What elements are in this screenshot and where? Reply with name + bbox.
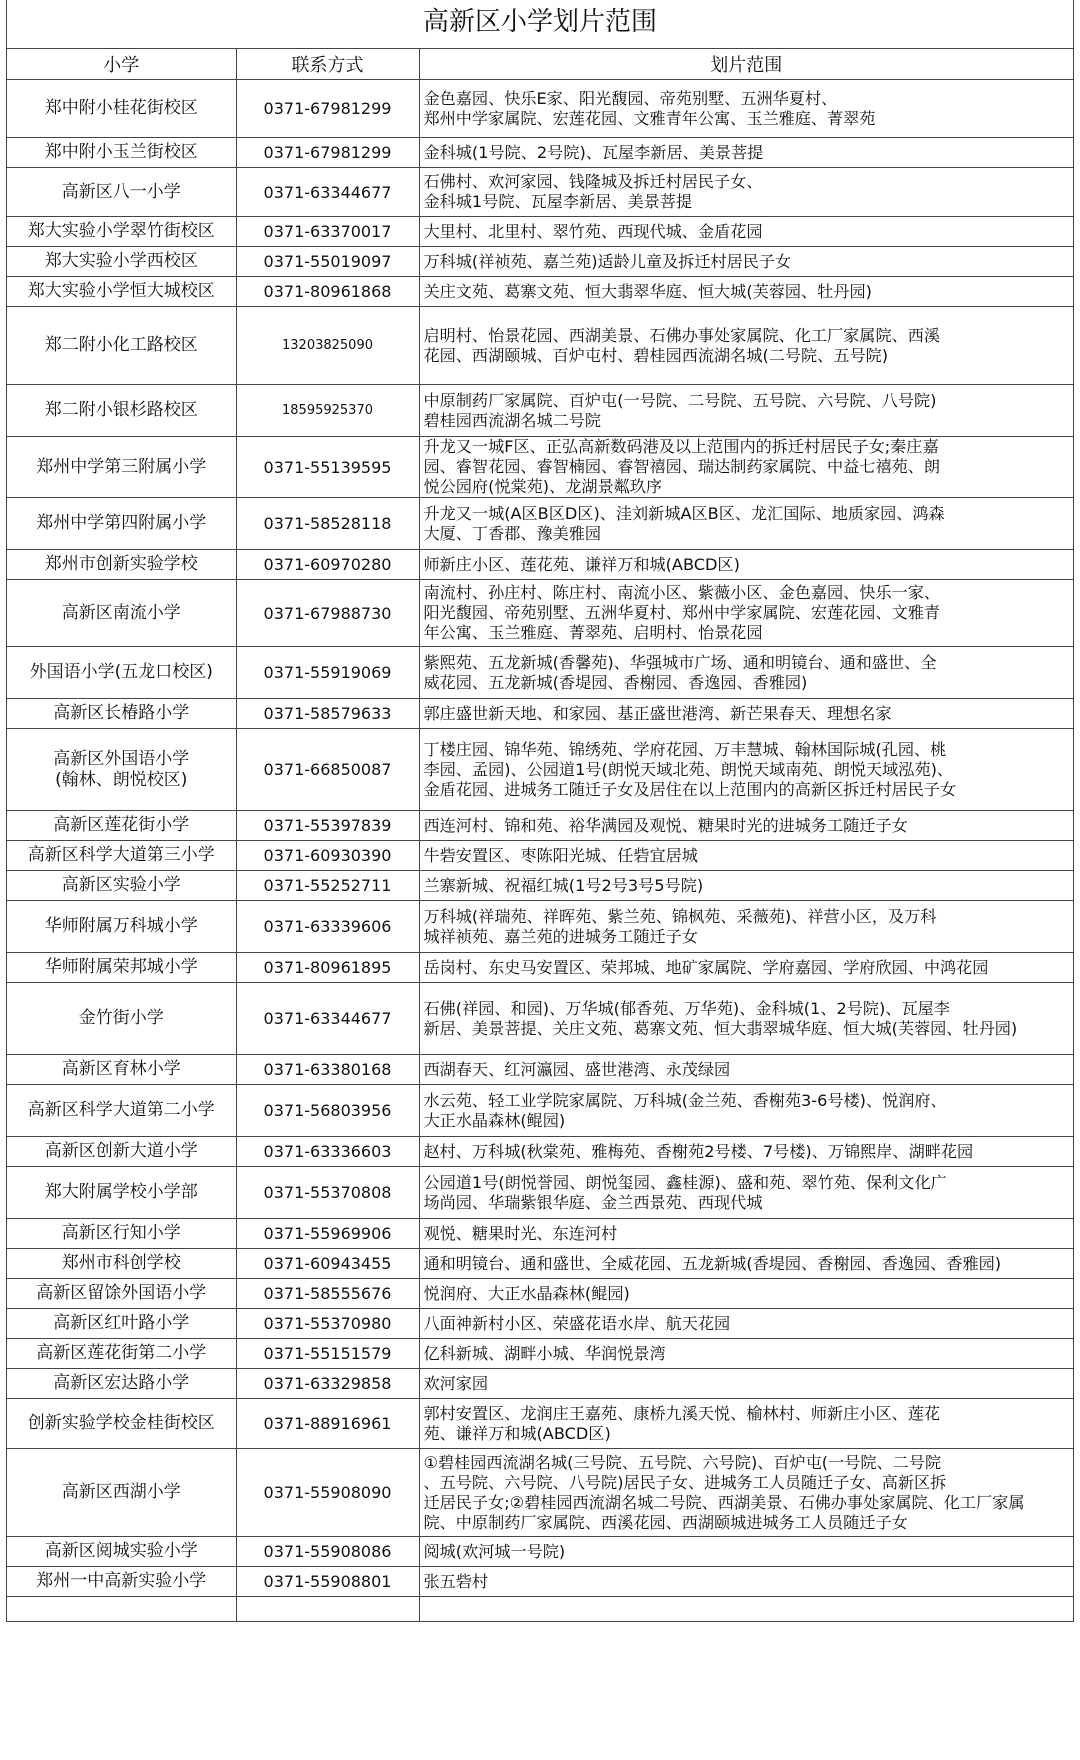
area-line: 中原制药厂家属院、百炉屯(一号院、二号院、五号院、六号院、八号院): [423, 390, 937, 410]
table-row: [7, 647, 1073, 699]
blank-cell: [419, 1597, 1073, 1622]
phone-cell: 0371-66850087: [236, 729, 419, 811]
area-line: 观悦、糖果时光、东连河村: [423, 1223, 618, 1243]
school-name-line: 高新区阅城实验小学: [44, 1541, 198, 1561]
table-row: [7, 168, 1073, 217]
area-line: 迁居民子女;②碧桂园西流湖名城二号院、西湖美景、石佛办事处家属院、化工厂家属: [423, 1492, 1025, 1512]
school-name-line: 高新区行知小学: [61, 1223, 181, 1243]
area-cell: [419, 1279, 1073, 1309]
school-name-line: 高新区留馀外国语小学: [36, 1283, 207, 1303]
area-line: 赵村、万科城(秋棠苑、雅梅苑、香榭苑2号楼、7号楼)、万锦熙岸、湖畔花园: [423, 1141, 974, 1161]
area-line: 八面神新村小区、荣盛花语水岸、航天花园: [423, 1313, 731, 1333]
area-line: 大厦、丁香郡、豫美雅园: [423, 523, 602, 543]
phone-cell: 0371-55370808: [236, 1167, 419, 1219]
table-row: [7, 1219, 1073, 1249]
school-name-line: 高新区实验小学: [61, 875, 181, 895]
blank-row: [7, 1597, 1073, 1622]
phone-cell: 0371-55151579: [236, 1339, 419, 1369]
phone-cell: 0371-80961868: [236, 277, 419, 307]
phone-cell: 0371-63336603: [236, 1137, 419, 1167]
area-line: 李园、孟园)、公园道1号(朗悦天域北苑、朗悦天域南苑、朗悦天域泓苑)、: [423, 759, 954, 779]
area-cell: [419, 277, 1073, 307]
area-line: 丁楼庄园、锦华苑、锦绣苑、学府花园、万丰慧城、翰林国际城(孔园、桃: [423, 739, 947, 759]
school-cell: [7, 1369, 236, 1399]
school-name-line: 高新区创新大道小学: [44, 1141, 198, 1161]
phone-cell: 0371-63344677: [236, 168, 419, 217]
area-line: 石佛村、欢河家园、钱隆城及拆迁村居民子女、: [423, 172, 763, 191]
area-line: 水云苑、轻工业学院家属院、万科城(金兰苑、香榭苑3-6号楼)、悦润府、: [423, 1090, 947, 1110]
school-name-line: 高新区莲花街小学: [53, 815, 190, 835]
area-cell: [419, 385, 1073, 437]
area-line: 紫熙苑、五龙新城(香馨苑)、华强城市广场、通和明镜台、通和盛世、全: [423, 652, 937, 672]
phone-cell: 0371-60943455: [236, 1249, 419, 1279]
table-row: [7, 247, 1073, 277]
school-name-line: 郑中附小桂花街校区: [44, 98, 198, 118]
area-line: 金盾花园、进城务工随迁子女及居住在以上范围内的高新区拆迁村居民子女: [423, 779, 957, 799]
school-cell: [7, 647, 236, 699]
area-line: 通和明镜台、通和盛世、全威花园、五龙新城(香堤园、香榭园、香逸园、香雅园): [423, 1253, 1002, 1273]
area-line: 万科城(祥祯苑、嘉兰苑)适龄儿童及拆迁村居民子女: [423, 251, 792, 271]
blank-cell: [236, 1597, 419, 1622]
school-name-line: 高新区外国语小学: [53, 748, 190, 769]
area-line: 大里村、北里村、翠竹苑、西现代城、金盾花园: [423, 221, 763, 241]
table-row: [7, 1369, 1073, 1399]
table-row: [7, 811, 1073, 841]
school-cell: [7, 1449, 236, 1537]
phone-cell: 0371-58555676: [236, 1279, 419, 1309]
school-cell: [7, 385, 236, 437]
phone-cell: 0371-55908090: [236, 1449, 419, 1537]
school-cell: [7, 1085, 236, 1137]
phone-cell: 0371-67981299: [236, 138, 419, 168]
table-row: [7, 1137, 1073, 1167]
area-line: 启明村、怡景花园、西湖美景、石佛办事处家属院、化工厂家属院、西溪: [423, 325, 941, 345]
school-cell: [7, 841, 236, 871]
district-table: [7, 49, 1073, 1622]
area-line: 岳岗村、东史马安置区、荣邦城、地矿家属院、学府嘉园、学府欣园、中鸿花园: [423, 957, 989, 977]
area-line: 关庄文苑、葛寨文苑、恒大翡翠华庭、恒大城(芙蓉园、牡丹园): [423, 281, 872, 301]
school-name-line: 外国语小学(五龙口校区): [29, 662, 213, 682]
table-row: [7, 1249, 1073, 1279]
area-line: 张五砦村: [423, 1571, 489, 1591]
table-row: [7, 1309, 1073, 1339]
area-line: 升龙又一城F区、正弘高新数码港及以上范围内的拆迁村居民子女;秦庄嘉: [423, 437, 939, 456]
table-row: [7, 1085, 1073, 1137]
table-row: [7, 1279, 1073, 1309]
school-name-line: 高新区育林小学: [61, 1059, 181, 1079]
phone-cell: 0371-55370980: [236, 1309, 419, 1339]
school-cell: [7, 729, 236, 811]
area-line: 欢河家园: [423, 1373, 489, 1393]
area-cell: [419, 1369, 1073, 1399]
table-row: [7, 277, 1073, 307]
header-school: 小学: [7, 49, 236, 80]
table-row: [7, 699, 1073, 729]
area-line: 万科城(祥瑞苑、祥晖苑、紫兰苑、锦枫苑、采薇苑)、祥营小区，及万科: [423, 906, 937, 926]
table-row: [7, 983, 1073, 1055]
area-line: 兰寨新城、祝福红城(1号2号3号5号院): [423, 875, 704, 895]
school-cell: [7, 983, 236, 1055]
area-line: 石佛(祥园、和园)、万华城(郁香苑、万华苑)、金科城(1、2号院)、瓦屋李: [423, 998, 950, 1018]
school-name-line: 郑州市科创学校: [61, 1253, 181, 1273]
area-cell: [419, 871, 1073, 901]
area-cell: [419, 811, 1073, 841]
area-cell: [419, 1567, 1073, 1597]
area-cell: [419, 1055, 1073, 1085]
area-cell: [419, 307, 1073, 385]
table-row: [7, 871, 1073, 901]
area-cell: [419, 580, 1073, 647]
phone-cell: 0371-80961895: [236, 953, 419, 983]
area-cell: [419, 80, 1073, 138]
school-name-line: 华师附属万科城小学: [44, 916, 198, 936]
area-line: 郭村安置区、龙润庄王嘉苑、康桥九溪天悦、榆林村、师新庄小区、莲花: [423, 1403, 941, 1423]
table-row: [7, 1537, 1073, 1567]
school-cell: [7, 699, 236, 729]
school-cell: [7, 307, 236, 385]
area-cell: [419, 1085, 1073, 1137]
phone-cell: 18595925370: [236, 385, 419, 437]
school-cell: [7, 138, 236, 168]
table-body: [7, 80, 1073, 1622]
phone-cell: 0371-63380168: [236, 1055, 419, 1085]
area-line: 金科城(1号院、2号院)、瓦屋李新居、美景菩提: [423, 142, 764, 162]
phone-cell: 0371-55908086: [236, 1537, 419, 1567]
phone-cell: 0371-55908801: [236, 1567, 419, 1597]
school-name-line: 高新区南流小学: [61, 602, 181, 623]
area-line: ①碧桂园西流湖名城(三号院、五号院、六号院)、百炉屯(一号院、二号院: [423, 1452, 942, 1472]
school-cell: [7, 953, 236, 983]
area-cell: [419, 1249, 1073, 1279]
phone-cell: 0371-55019097: [236, 247, 419, 277]
school-cell: [7, 811, 236, 841]
area-cell: [419, 550, 1073, 580]
area-line: 大正水晶森林(鲲园): [423, 1110, 566, 1130]
area-line: 碧桂园西流湖名城二号院: [423, 410, 602, 430]
table-row: [7, 953, 1073, 983]
school-name-line: 高新区八一小学: [61, 181, 181, 202]
area-line: 师新庄小区、莲花苑、谦祥万和城(ABCD区): [423, 554, 740, 574]
school-name-line: 高新区宏达路小学: [53, 1373, 190, 1393]
school-name-line: 郑二附小银杉路校区: [44, 400, 198, 420]
school-cell: [7, 80, 236, 138]
table-row: [7, 841, 1073, 871]
phone-cell: 0371-55397839: [236, 811, 419, 841]
school-name-line: 郑州市创新实验学校: [44, 554, 198, 574]
school-cell: [7, 580, 236, 647]
school-cell: [7, 217, 236, 247]
school-cell: [7, 1399, 236, 1449]
school-cell: [7, 437, 236, 498]
area-cell: [419, 841, 1073, 871]
blank-cell: [7, 1597, 236, 1622]
school-name-line: 郑大实验小学翠竹街校区: [27, 221, 215, 241]
table-row: [7, 1339, 1073, 1369]
school-name-line: 创新实验学校金桂街校区: [27, 1413, 215, 1433]
area-line: 城祥祯苑、嘉兰苑的进城务工随迁子女: [423, 926, 698, 946]
school-name-line: 华师附属荣邦城小学: [44, 957, 198, 977]
area-line: 院、中原制药厂家属院、西溪花园、西湖颐城进城务工人员随迁子女: [423, 1512, 908, 1532]
school-cell: [7, 1167, 236, 1219]
area-cell: [419, 217, 1073, 247]
area-line: 郑州中学家属院、宏莲花园、文雅青年公寓、玉兰雅庭、菁翠苑: [423, 108, 876, 128]
area-cell: [419, 437, 1073, 498]
table-row: [7, 437, 1073, 498]
school-name-line: 郑州中学第四附属小学: [36, 513, 207, 533]
school-cell: [7, 277, 236, 307]
school-cell: [7, 1279, 236, 1309]
table-row: [7, 550, 1073, 580]
school-name-line: 郑大附属学校小学部: [44, 1182, 198, 1202]
school-name-line: 郑二附小化工路校区: [44, 335, 198, 355]
table-row: [7, 80, 1073, 138]
phone-cell: 13203825090: [236, 307, 419, 385]
table-row: [7, 901, 1073, 953]
area-cell: [419, 647, 1073, 699]
area-line: 郭庄盛世新天地、和家园、基正盛世港湾、新芒果春天、理想名家: [423, 703, 892, 723]
table-row: [7, 729, 1073, 811]
area-line: 公园道1号(朗悦誉园、朗悦玺园、鑫桂源)、盛和苑、翠竹苑、保利文化广: [423, 1172, 947, 1192]
area-line: 牛砦安置区、枣陈阳光城、任砦宜居城: [423, 845, 698, 865]
area-line: 西连河村、锦和苑、裕华满园及观悦、糖果时光的进城务工随迁子女: [423, 815, 908, 835]
school-name-line: 高新区莲花街第二小学: [36, 1343, 207, 1363]
table-row: [7, 307, 1073, 385]
area-line: 新居、美景菩提、关庄文苑、葛寨文苑、恒大翡翠城华庭、恒大城(芙蓉园、牡丹园): [423, 1018, 1018, 1038]
school-cell: [7, 901, 236, 953]
phone-cell: 0371-63329858: [236, 1369, 419, 1399]
area-line: 场尚园、华瑞紫银华庭、金兰西景苑、西现代城: [423, 1192, 763, 1212]
table-row: [7, 138, 1073, 168]
school-cell: [7, 550, 236, 580]
phone-cell: 0371-67981299: [236, 80, 419, 138]
page-title: 高新区小学划片范围: [7, 0, 1073, 49]
area-cell: [419, 1449, 1073, 1537]
area-line: 悦润府、大正水晶森林(鲲园): [423, 1283, 630, 1303]
school-name-line: (翰林、朗悦校区): [55, 769, 188, 790]
table-row: [7, 1567, 1073, 1597]
area-line: 威花园、五龙新城(香堤园、香榭园、香逸园、香雅园): [423, 672, 808, 692]
phone-cell: 0371-55252711: [236, 871, 419, 901]
phone-cell: 0371-60930390: [236, 841, 419, 871]
area-line: 、五号院、六号院、八号院)居民子女、进城务工人员随迁子女、高新区拆: [423, 1472, 947, 1492]
school-name-line: 郑中附小玉兰街校区: [44, 142, 198, 162]
phone-cell: 0371-63370017: [236, 217, 419, 247]
area-cell: [419, 1537, 1073, 1567]
area-cell: [419, 1309, 1073, 1339]
school-name-line: 高新区科学大道第二小学: [27, 1100, 215, 1120]
area-cell: [419, 729, 1073, 811]
table-row: [7, 1449, 1073, 1537]
school-name-line: 高新区红叶路小学: [53, 1313, 190, 1333]
phone-cell: 0371-67988730: [236, 580, 419, 647]
school-name-line: 高新区科学大道第三小学: [27, 845, 215, 865]
area-line: 悦公园府(悦棠苑)、龙湖景粼玖序: [423, 477, 663, 496]
area-line: 阅城(欢河城一号院): [423, 1541, 566, 1561]
table-row: [7, 580, 1073, 647]
school-cell: [7, 1537, 236, 1567]
table-row: [7, 498, 1073, 550]
area-line: 金科城1号院、瓦屋李新居、美景菩提: [423, 192, 693, 211]
phone-cell: 0371-55139595: [236, 437, 419, 498]
table-row: [7, 217, 1073, 247]
area-cell: [419, 138, 1073, 168]
area-cell: [419, 901, 1073, 953]
area-cell: [419, 1137, 1073, 1167]
area-line: 园、睿智花园、睿智楠园、睿智禧园、瑞达制药家属院、中益七禧苑、朗: [423, 457, 941, 476]
school-cell: [7, 1339, 236, 1369]
school-name-line: 郑州一中高新实验小学: [36, 1571, 207, 1591]
area-line: 西湖春天、红河瀛园、盛世港湾、永茂绿园: [423, 1059, 731, 1079]
header-contact: 联系方式: [236, 49, 419, 80]
school-cell: [7, 247, 236, 277]
area-cell: [419, 1167, 1073, 1219]
phone-cell: 0371-63344677: [236, 983, 419, 1055]
school-name-line: 郑州中学第三附属小学: [36, 456, 207, 477]
area-line: 亿科新城、湖畔小城、华润悦景湾: [423, 1343, 666, 1363]
phone-cell: 0371-58579633: [236, 699, 419, 729]
phone-cell: 0371-55919069: [236, 647, 419, 699]
school-name-line: 高新区长椿路小学: [53, 703, 190, 723]
school-cell: [7, 168, 236, 217]
school-cell: [7, 1567, 236, 1597]
area-line: 年公寓、玉兰雅庭、菁翠苑、启明村、怡景花园: [423, 623, 763, 642]
area-line: 阳光馥园、帝苑别墅、五洲华夏村、郑州中学家属院、宏莲花园、文雅青: [423, 603, 941, 622]
area-line: 升龙又一城(A区B区D区)、洼刘新城A区B区、龙汇国际、地质家园、鸿森: [423, 503, 945, 523]
table-row: [7, 1399, 1073, 1449]
area-cell: [419, 953, 1073, 983]
school-name-line: 郑大实验小学西校区: [44, 251, 198, 271]
phone-cell: 0371-88916961: [236, 1399, 419, 1449]
document-sheet: [6, 0, 1074, 1622]
area-line: 苑、谦祥万和城(ABCD区): [423, 1423, 611, 1443]
phone-cell: 0371-56803956: [236, 1085, 419, 1137]
school-name-line: 高新区西湖小学: [61, 1482, 181, 1502]
table-header-row: [7, 49, 1073, 80]
phone-cell: 0371-55969906: [236, 1219, 419, 1249]
table-row: [7, 385, 1073, 437]
area-line: 南流村、孙庄村、陈庄村、南流小区、紫薇小区、金色嘉园、快乐一家、: [423, 583, 941, 602]
area-cell: [419, 699, 1073, 729]
header-area: 划片范围: [419, 49, 1073, 80]
school-cell: [7, 871, 236, 901]
area-cell: [419, 1219, 1073, 1249]
area-cell: [419, 247, 1073, 277]
area-cell: [419, 168, 1073, 217]
phone-cell: 0371-58528118: [236, 498, 419, 550]
school-cell: [7, 1055, 236, 1085]
school-cell: [7, 1249, 236, 1279]
area-line: 花园、西湖颐城、百炉屯村、碧桂园西流湖名城(二号院、五号院): [423, 345, 889, 365]
area-cell: [419, 983, 1073, 1055]
school-cell: [7, 498, 236, 550]
area-cell: [419, 1339, 1073, 1369]
phone-cell: 0371-63339606: [236, 901, 419, 953]
table-row: [7, 1055, 1073, 1085]
area-cell: [419, 498, 1073, 550]
phone-cell: 0371-60970280: [236, 550, 419, 580]
school-cell: [7, 1309, 236, 1339]
school-name-line: 金竹街小学: [78, 1008, 164, 1028]
school-cell: [7, 1137, 236, 1167]
table-row: [7, 1167, 1073, 1219]
area-line: 金色嘉园、快乐E家、阳光馥园、帝苑别墅、五洲华夏村、: [423, 88, 838, 108]
school-cell: [7, 1219, 236, 1249]
school-name-line: 郑大实验小学恒大城校区: [27, 281, 215, 301]
area-cell: [419, 1399, 1073, 1449]
